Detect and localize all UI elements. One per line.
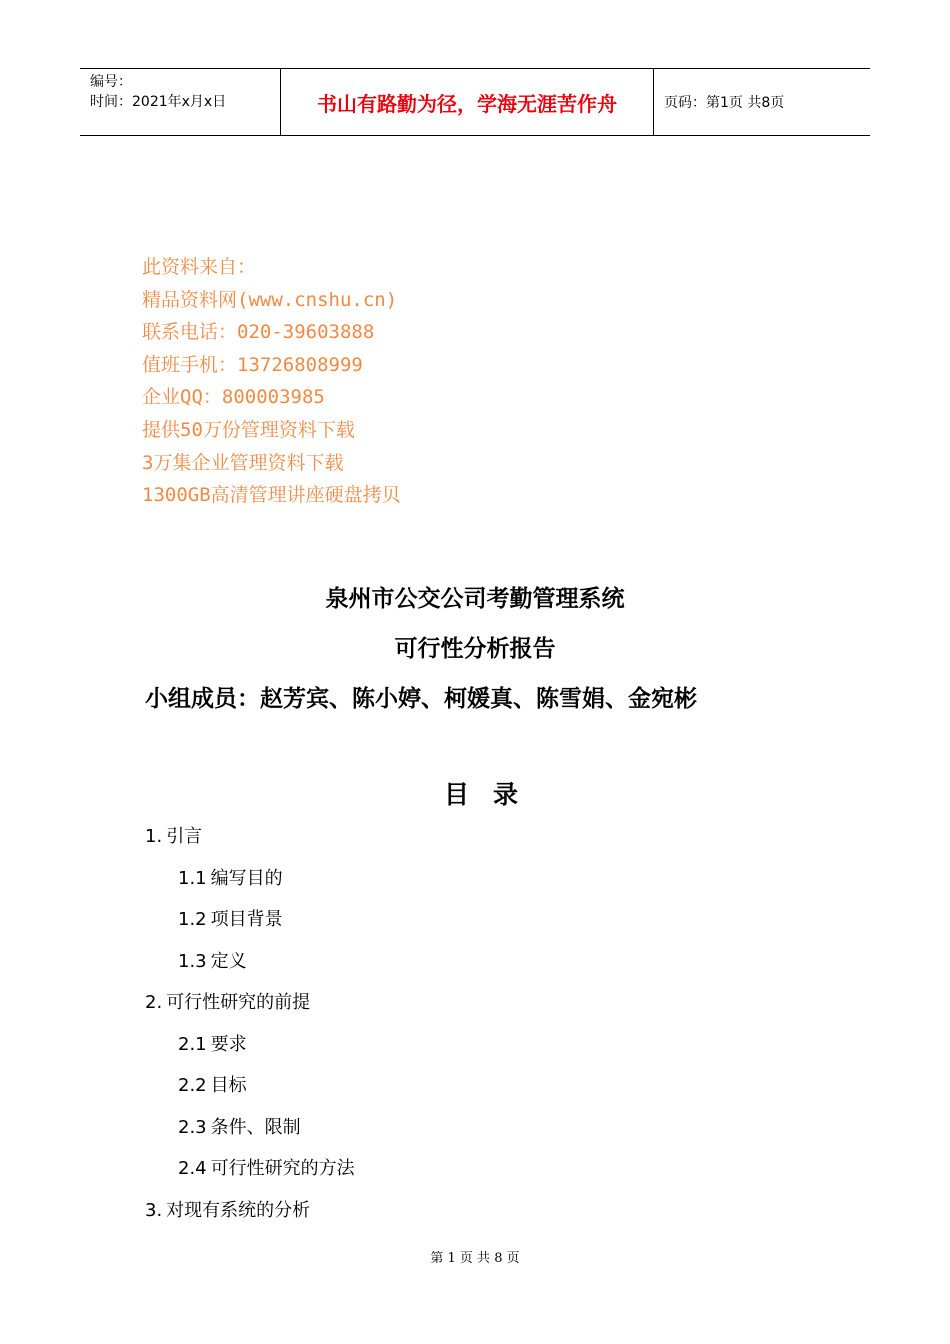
toc-item-text: 条件、限制 [210, 1116, 301, 1138]
table-of-contents [145, 823, 355, 1238]
toc-item [145, 1114, 355, 1156]
toc-item-text: 项目背景 [210, 909, 283, 930]
source-line: 企业QQ：800003985 [142, 386, 325, 409]
page-header [80, 68, 870, 136]
toc-item-text: 目标 [210, 1075, 247, 1096]
header-number-label: 编号： [90, 74, 132, 90]
toc-item-number: 1.2 [178, 909, 207, 930]
toc-item-number: 1. [145, 826, 163, 847]
toc-item-number: 2.4 [178, 1158, 207, 1179]
toc-item-number: 1.1 [178, 867, 207, 889]
toc-item-text: 可行性研究的方法 [210, 1158, 355, 1179]
toc-item-text: 要求 [210, 1033, 247, 1055]
toc-item [145, 948, 355, 990]
source-info-block [142, 251, 401, 512]
header-page-label: 页码：第1页 共8页 [664, 95, 785, 111]
page-footer: 第 1 页 共 8 页 [430, 1251, 520, 1266]
source-line: 3万集企业管理资料下载 [142, 451, 344, 474]
toc-item-text: 对现有系统的分析 [166, 1199, 311, 1221]
header-motto: 书山有路勤为径，学海无涯苦作舟 [281, 69, 654, 135]
source-line: 精品资料网(www.cnshu.cn) [142, 288, 398, 311]
toc-item-number: 2.2 [178, 1075, 207, 1096]
toc-item-text: 引言 [166, 826, 203, 847]
toc-item [145, 1072, 355, 1114]
header-meta [80, 69, 281, 135]
source-line: 值班手机：13726808999 [142, 353, 363, 376]
toc-item [145, 906, 355, 948]
toc-item-number: 3. [145, 1199, 163, 1221]
source-line: 联系电话：020-39603888 [142, 321, 375, 344]
toc-item [145, 823, 355, 865]
toc-item-text: 定义 [210, 950, 247, 972]
toc-item-number: 1.3 [178, 950, 207, 972]
toc-item-number: 2.1 [178, 1033, 207, 1055]
source-line: 此资料来自： [142, 256, 257, 278]
toc-item [145, 1031, 355, 1073]
document-subtitle: 可行性分析报告 [394, 635, 556, 662]
source-line: 1300GB高清管理讲座硬盘拷贝 [142, 484, 401, 507]
header-time-label: 时间：2021年x月x日 [90, 94, 227, 110]
toc-item-number: 2. [145, 992, 163, 1013]
source-line: 提供50万份管理资料下载 [142, 418, 355, 441]
toc-item-text: 编写目的 [210, 867, 283, 889]
toc-item-number: 2.3 [178, 1116, 207, 1138]
toc-item [145, 1197, 355, 1239]
toc-item [145, 1155, 355, 1197]
toc-item [145, 865, 355, 907]
toc-heading: 目录 [443, 780, 542, 809]
toc-item [145, 989, 355, 1031]
group-members: 小组成员：赵芳宾、陈小婷、柯媛真、陈雪娟、金宛彬 [145, 685, 697, 712]
document-title: 泉州市公交公司考勤管理系统 [325, 585, 625, 612]
toc-item-text: 可行性研究的前提 [166, 992, 311, 1013]
